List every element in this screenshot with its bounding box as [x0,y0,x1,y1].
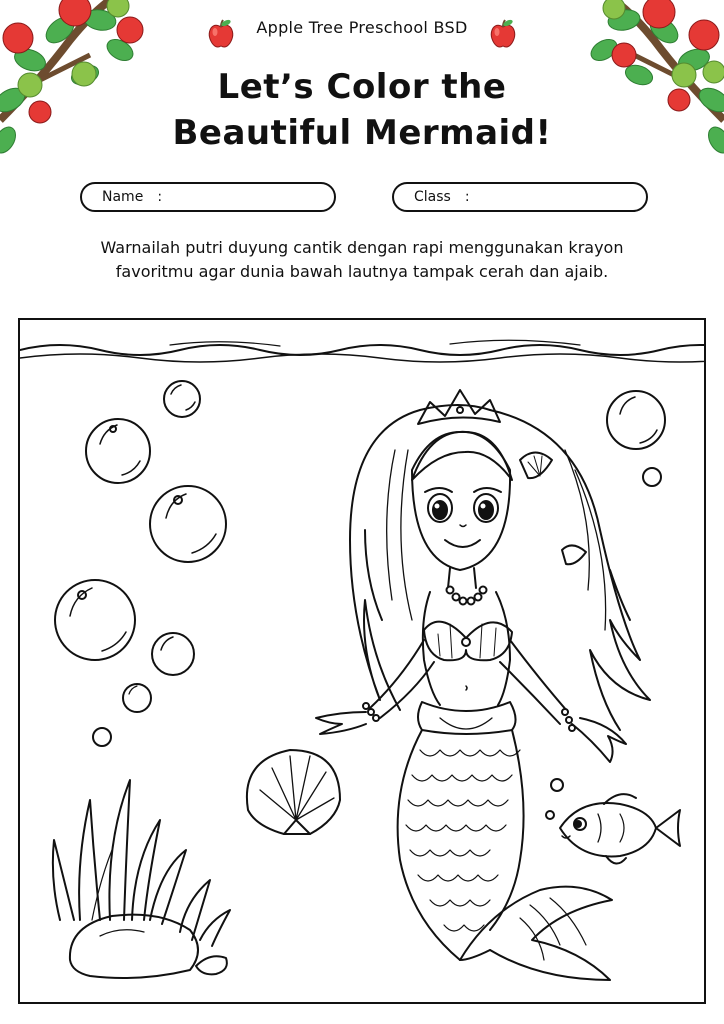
bubble [93,728,111,746]
mermaid [316,390,650,980]
title-line-1: Let’s Color the [217,67,507,107]
school-name: Apple Tree Preschool BSD [256,18,468,37]
apple-icon [487,18,519,50]
seashell [247,750,340,834]
mermaid-illustration [20,320,704,1002]
class-field[interactable] [392,182,648,212]
name-separator: : [157,189,163,205]
bubble [86,419,150,483]
bubbles [55,381,665,819]
seaweed [53,780,230,946]
name-field[interactable] [80,182,336,212]
instructions-line-1: Warnailah putri duyung cantik dengan rapi menggunakan krayon [100,238,624,257]
bubble [123,684,151,712]
coloring-frame [18,318,706,1004]
class-label: Class [414,189,451,205]
instructions-line-2: favoritmu agar dunia bawah lautnya tampak cerah dan ajaib. [115,262,609,281]
title-line-2: Beautiful Mermaid! [172,113,552,153]
bubble [150,486,226,562]
rock [70,915,227,978]
bubble [55,580,135,660]
bubble [164,381,200,417]
page-title [0,64,724,156]
bubble [546,811,554,819]
water-surface [20,340,704,362]
bubble [643,468,661,486]
class-separator: : [464,189,470,205]
bubble [152,633,194,675]
bubble [551,779,563,791]
bubble [607,391,665,449]
name-label: Name [102,189,144,205]
instructions [60,236,664,284]
fish [560,794,680,863]
